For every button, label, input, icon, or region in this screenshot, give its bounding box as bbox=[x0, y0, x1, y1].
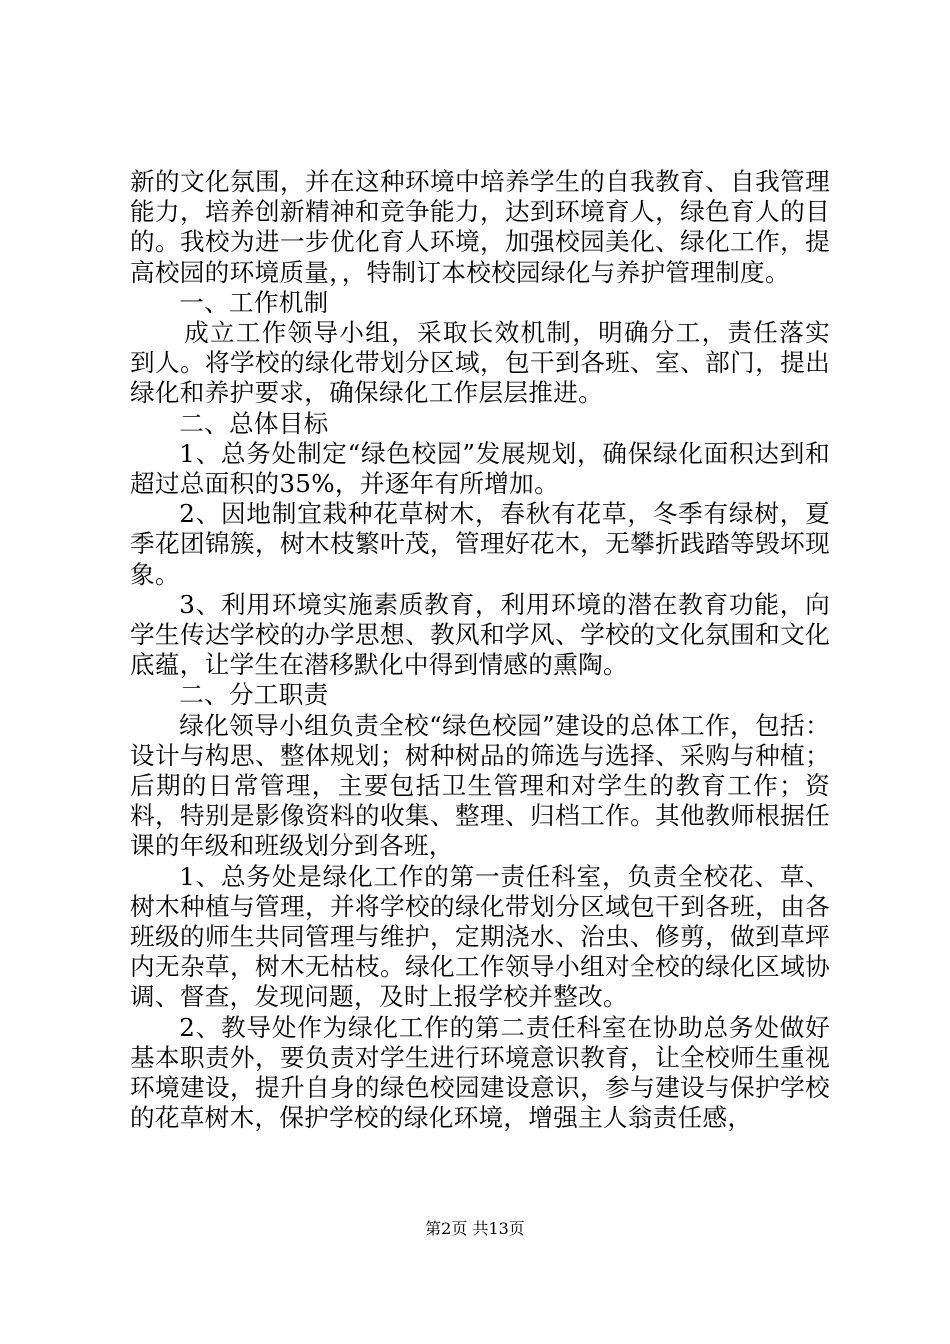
paragraph-3: 成立工作领导小组，采取长效机制，明确分工，责任落实到人。将学校的绿化带划分区域，包干到各班、室、部门，提出绿化和养护要求，确保绿化工作层层推进。 bbox=[130, 318, 830, 408]
section-heading-work-mechanism: 一、工作机制 bbox=[179, 287, 329, 317]
page-number-footer: 第2页 共13页 bbox=[425, 1219, 525, 1238]
paragraph-5: 1、总务处制定“绿色校园”发展规划，确保绿化面积达到和超过总面积的35%，并逐年有所增加。 bbox=[130, 438, 830, 499]
paragraph-7: 3、利用环境实施素质教育，利用环境的潜在教育功能，向学生传达学校的办学思想、教风和学风、学校的文化氛围和文化底蕴，让学生在潜移默化中得到情感的熏陶。 bbox=[130, 589, 830, 680]
paragraph-11: 2、教导处作为绿化工作的第二责任科室在协助总务处做好基本职责外，要负责对学生进行环境意识教育，让全校师生重视环境建设，提升自身的绿色校园建设意识，参与建设与保护学校的花草树木，保护学校的绿化环境，增强主人翁责任感， bbox=[130, 1012, 830, 1133]
paragraph-6: 2、因地制宜栽种花草树木，春秋有花草，冬季有绿树，夏季花团锦簇，树木枝繁叶茂，管理好花木，无攀折践踏等毁坏现象。 bbox=[130, 499, 830, 589]
document-body bbox=[130, 167, 830, 1134]
paragraph-1: 新的文化氛围，并在这种环境中培养学生的自我教育、自我管理能力，培养创新精神和竞争能力，达到环境育人，绿色育人的目的。我校为进一步优化育人环境，加强校园美化、绿化工作，提高校园的环境质量，，特制订本校校园绿化与养护管理制度。 bbox=[130, 167, 830, 287]
section-heading-overall-goals: 二、总体目标 bbox=[179, 408, 329, 438]
section-heading-division-of-duties: 二、分工职责 bbox=[179, 680, 329, 710]
paragraph-9: 绿化领导小组负责全校“绿色校园”建设的总体工作，包括：设计与构思、整体规划；树种树品的筛选与选择、采购与种植；后期的日常管理，主要包括卫生管理和对学生的教育工作；资料，特别是影像资料的收集、整理、归档工作。其他教师根据任课的年级和班级划分到各班， bbox=[130, 710, 830, 861]
paragraph-10: 1、总务处是绿化工作的第一责任科室，负责全校花、草、树木种植与管理，并将学校的绿化带划分区域包干到各班，由各班级的师生共同管理与维护，定期浇水、治虫、修剪，做到草坪内无杂草，树木无枯枝。绿化工作领导小组对全校的绿化区域协调、督查，发现问题，及时上报学校并整改。 bbox=[130, 861, 830, 1012]
